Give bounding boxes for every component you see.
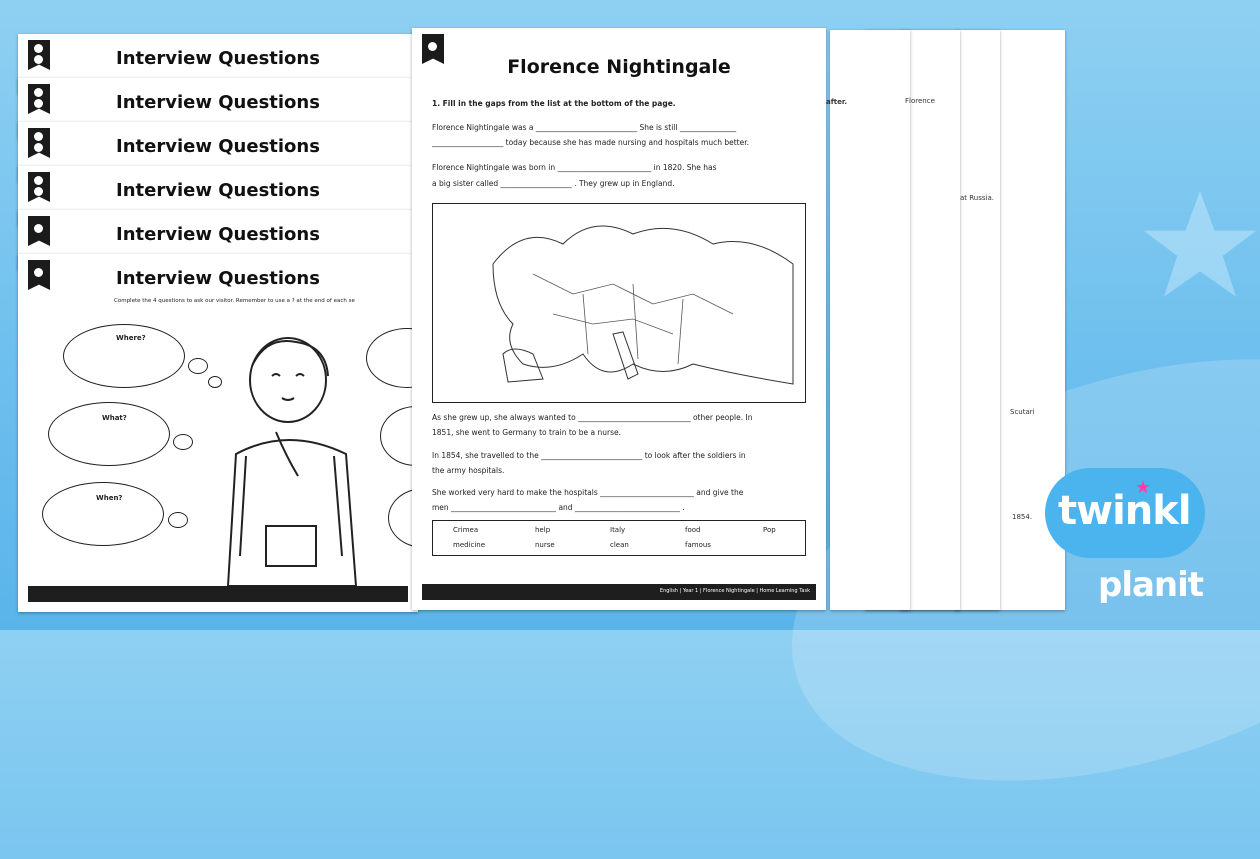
interview-title: Interview Questions <box>116 180 320 201</box>
word-bank-item: famous <box>685 541 711 549</box>
interview-title: Interview Questions <box>116 224 320 245</box>
text-line-7: In 1854, she travelled to the ___________________________ to look after the soldiers in <box>432 451 746 460</box>
florence-worksheet <box>412 28 826 610</box>
text-line-9: She worked very hard to make the hospitals _________________________ and give the <box>432 488 744 497</box>
thought-cloud-when <box>42 482 164 546</box>
worksheet-footer-text: English | Year 1 | Florence Nightingale | Home Learning Task <box>659 588 810 594</box>
back-snippet-after: after. <box>826 98 847 106</box>
text-line-8: the army hospitals. <box>432 466 505 475</box>
word-bank-item: Crimea <box>453 526 479 534</box>
thought-bubble-small <box>188 358 208 374</box>
cloud-label-when: When? <box>96 494 123 502</box>
text-line-4: a big sister called ___________________ . They grew up in England. <box>432 179 675 188</box>
text-line-6: 1851, she went to Germany to train to be a nurse. <box>432 428 622 437</box>
word-bank <box>432 520 806 556</box>
interview-title: Interview Questions <box>116 48 320 69</box>
text-line-2: ___________________ today because she has made nursing and hospitals much better. <box>432 138 750 147</box>
word-bank-item: Pop <box>763 526 776 534</box>
interview-title: Interview Questions <box>116 92 320 113</box>
back-snippet-russia: at Russia. <box>960 194 994 202</box>
planit-logo: planit <box>1098 565 1204 605</box>
cloud-label-where: Where? <box>116 334 146 342</box>
text-line-5: As she grew up, she always wanted to ______________________________ other people. In <box>432 413 753 422</box>
back-snippet-1854: 1854. <box>1012 513 1033 521</box>
back-snippet-scutari: Scutari <box>1010 408 1035 416</box>
word-bank-item: food <box>685 526 701 534</box>
thought-cloud-right <box>366 328 418 388</box>
worksheet-footer-bar <box>422 584 816 600</box>
interview-page-front <box>18 254 418 612</box>
question-1: 1. Fill in the gaps from the list at the bottom of the page. <box>432 99 676 108</box>
thought-cloud-what <box>48 402 170 466</box>
thought-bubble-small <box>168 512 188 528</box>
word-bank-item: nurse <box>535 541 555 549</box>
worksheet-title: Florence Nightingale <box>507 56 731 78</box>
europe-outline-icon <box>433 204 803 400</box>
word-bank-item: medicine <box>453 541 486 549</box>
text-line-1: Florence Nightingale was a ___________________________ She is still _______________ <box>432 123 737 132</box>
cloud-label-what: What? <box>102 414 127 422</box>
back-page-2 <box>830 30 910 610</box>
interview-footer-bar <box>28 586 408 602</box>
twinkl-logo: twinkl <box>1058 488 1191 534</box>
thought-bubble-small <box>173 434 193 450</box>
word-bank-item: Italy <box>610 526 626 534</box>
thinking-boy-illustration <box>216 336 366 596</box>
text-line-3: Florence Nightingale was born in _________________________ in 1820. She has <box>432 163 717 172</box>
interview-title: Interview Questions <box>116 136 320 157</box>
text-line-10: men ____________________________ and ____________________________ . <box>432 503 685 512</box>
word-bank-item: help <box>535 526 551 534</box>
word-bank-item: clean <box>610 541 629 549</box>
pink-star-icon <box>1136 480 1150 494</box>
europe-map <box>432 203 806 403</box>
star-decoration-icon <box>1140 185 1260 305</box>
back-snippet-florence: Florence <box>905 97 935 105</box>
interview-title: Interview Questions <box>116 268 320 289</box>
interview-instruction: Complete the 4 questions to ask our visitor. Remember to use a ? at the end of each se <box>114 298 355 304</box>
